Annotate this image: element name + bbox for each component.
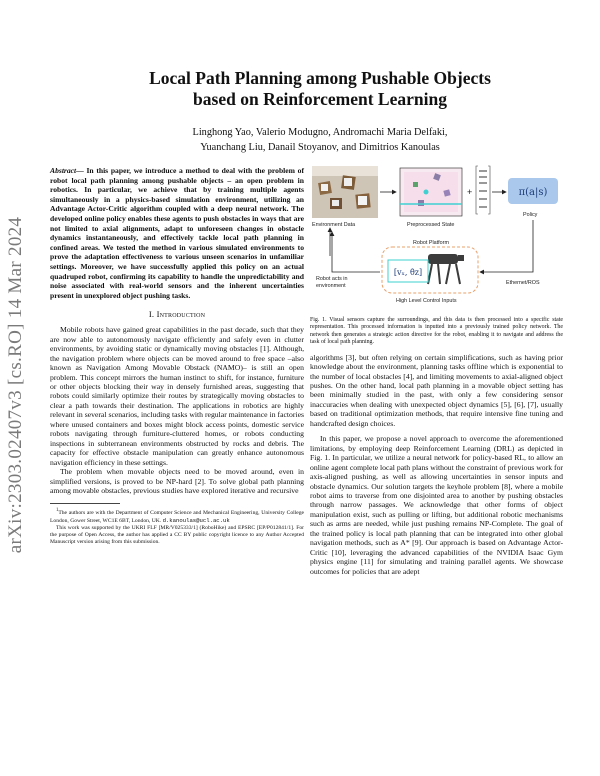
robot-platform-label: Robot Platform <box>413 240 449 246</box>
policy-formula: π(a|s) <box>518 187 548 198</box>
control-formula: [vₓ, θ̇z] <box>393 268 423 277</box>
authors-line-2: Yuanchang Liu, Danail Stoyanov, and Dimitrios Kanoulas <box>200 142 440 153</box>
intro-paragraph-2: The problem when movable objects need to be moved around, even in simplified versions, is proved to be NP-hard [2]. To solve global path planning among movable obstacles, previous studies have explored iterative and recursive <box>50 467 304 496</box>
figure-1 <box>310 160 563 315</box>
footnote-funding: This work was supported by the UKRI FLF [MR/V025333/1] (RoboHike) and EPSRC [EP/P012841/1]. For the purpose of Open Access, the author has applied a CC BY public copyright licence to any Author Accepted Manuscript version arising from this submission. <box>50 525 304 546</box>
footnote-affiliation: $^1$The authors are with the Department of Computer Science and Mechanical Engineering, University College London, Gower Street, WC1E 6BT, London, UK. d.kanoulas@ucl.ac.uk <box>50 508 304 525</box>
footnote-email: d.kanoulas@ucl.ac.uk <box>162 517 230 525</box>
environment-data-label: Environment Data <box>312 222 356 228</box>
robot-acts-label-2: environment <box>316 283 346 289</box>
policy-label: Policy <box>523 212 538 218</box>
arxiv-stamp: arXiv:2303.02407v3 [cs.RO] 14 Mar 2024 <box>5 216 26 554</box>
abstract <box>50 166 304 300</box>
environment-photo <box>312 166 378 218</box>
right-paragraph-2: In this paper, we propose a novel approach to overcome the aforementioned limitations, by employing deep Reinforcement Learning (DRL) as depicted in Fig. 1. In particular, we utilize a neural network for policy-based RL, to allow an online agent complete local path plans without the constraint of previous work for axis-aligned pushing, as well as allowing uncertainties in sensor inputs and obstacle dynamics. Our solution targets the keyhole problem [8], where a mobile robot aims to traverse from one disjointed area to another by pushing obstacles through narrow passages. We acknowledge that other forms of object manipulation exist, such as pulling or lifting, but additional robotic mechanisms such as arms are needed, while just pushing remains NP-Complete. The goal of the trained policy is local path planning that can be integrated into other global navigation methods, such as A* [9]. Our approach is based on Advantage Actor-Critic [10], leveraging the advanced capabilities of the NVIDIA Isaac Gym physics engine [11] for simulating and training parallel agents. We showcase outcomes for policies that are adept <box>310 434 563 576</box>
preprocessed-state-label: Preprocessed State <box>407 222 455 228</box>
section-heading-introduction: I. Introduction <box>148 309 206 320</box>
title-line-2: based on Reinforcement Learning <box>193 89 447 109</box>
ethernet-ros-label: Ethernet/ROS <box>506 280 540 286</box>
title-line-1: Local Path Planning among Pushable Objects <box>149 68 491 88</box>
high-level-control-label: High Level Control Inputs <box>396 298 457 304</box>
quadruped-robot <box>428 254 464 284</box>
preprocessed-state-image <box>400 168 462 216</box>
footnote-rule <box>50 503 120 504</box>
author-list <box>40 125 600 155</box>
system-diagram <box>310 160 563 315</box>
right-paragraph-1: algorithms [3], but often relying on certain simplifications, such as having prior knowledge about the environment, planning tasks offline which is exponential to the number of local obstacles [4], and limiting movements to axial-aligned object pushes. On the other hand, local path planning in a movable object setting has been minimally studied in the past, with only a few considering sensor inaccuracies when dealing with unexpected object dynamics [5], [6], [7], usually based on traditional optimization methods, that require intensive fine tuning and handcrafted design choices. <box>310 352 563 428</box>
figure-1-caption: Fig. 1. Visual sensors capture the surroundings, and this data is then processed into a specific state representation. This processed information is inputted into a previously trained policy network. The network then generates a strategic action directive for the robot, enabling it to navigate and address the task of local path planning. <box>310 317 563 346</box>
paper-title <box>40 68 600 110</box>
right-column <box>310 160 563 576</box>
robot-acts-label-1: Robot acts in <box>316 276 348 282</box>
authors-line-1: Linghong Yao, Valerio Modugno, Andromachi Maria Delfaki, <box>192 127 448 138</box>
abstract-text: — In this paper, we introduce a method to deal with the problem of robot local path planning among pushable objects – an open problem in robotics. In particular, we achieve that by training multiple agents simultaneously in a physics-based simulation environment, utilizing an Advantage Actor-Critic algorithm coupled with a deep neural network. The developed online policy enables these agents to push obstacles in ways that are not limited to axial alignments, adapt to unforeseen changes in obstacle dynamics instantaneously, and effectively tackle local path planning in confined areas. We tested the method in various simulated environments to prove the adaptation effectiveness to various unseen scenarios in unfamiliar settings. Moreover, we have successfully applied this policy on an actual quadruped robot, confirming its capability to handle the unpredictability and noise associated with real-world sensors and the inherent uncertainties present in unexplored object pushing tasks. <box>50 166 304 300</box>
intro-paragraph-1: Mobile robots have gained great capabilities in the past decade, such that they are now able to autonomously navigate efficiently and safely even in clutter environments, by avoiding static or dynamically moving obstacles [1]. Although, the navigation problem where objects can be moved around to free space –also known as Navigation Among Movable Obstack (NAMO)– is still an open problem. This concept mirrors the human instinct to shift, for instance, furniture or other objects blocking their way in densely furnished areas, suggesting that robots could similarly optimize their routes by strategically moving obstacles to clear a path towards their destination. The applications in robotics are highly relevant in several scenarios, including tasks with regular maintenance in factories where unused containers and boxes might block access points, domestic service robots navigating through furniture-cluttered homes, or robots conducting inspections in subterranean environments obstructed by rocks and debris. The capacity for effective obstacle manipulation can greatly enhance autonomous navigation efficiency in these settings. <box>50 325 304 467</box>
plus-sign: + <box>467 187 473 197</box>
state-vector <box>476 166 490 214</box>
left-column <box>50 166 304 546</box>
abstract-lead: Abstract <box>50 166 77 175</box>
